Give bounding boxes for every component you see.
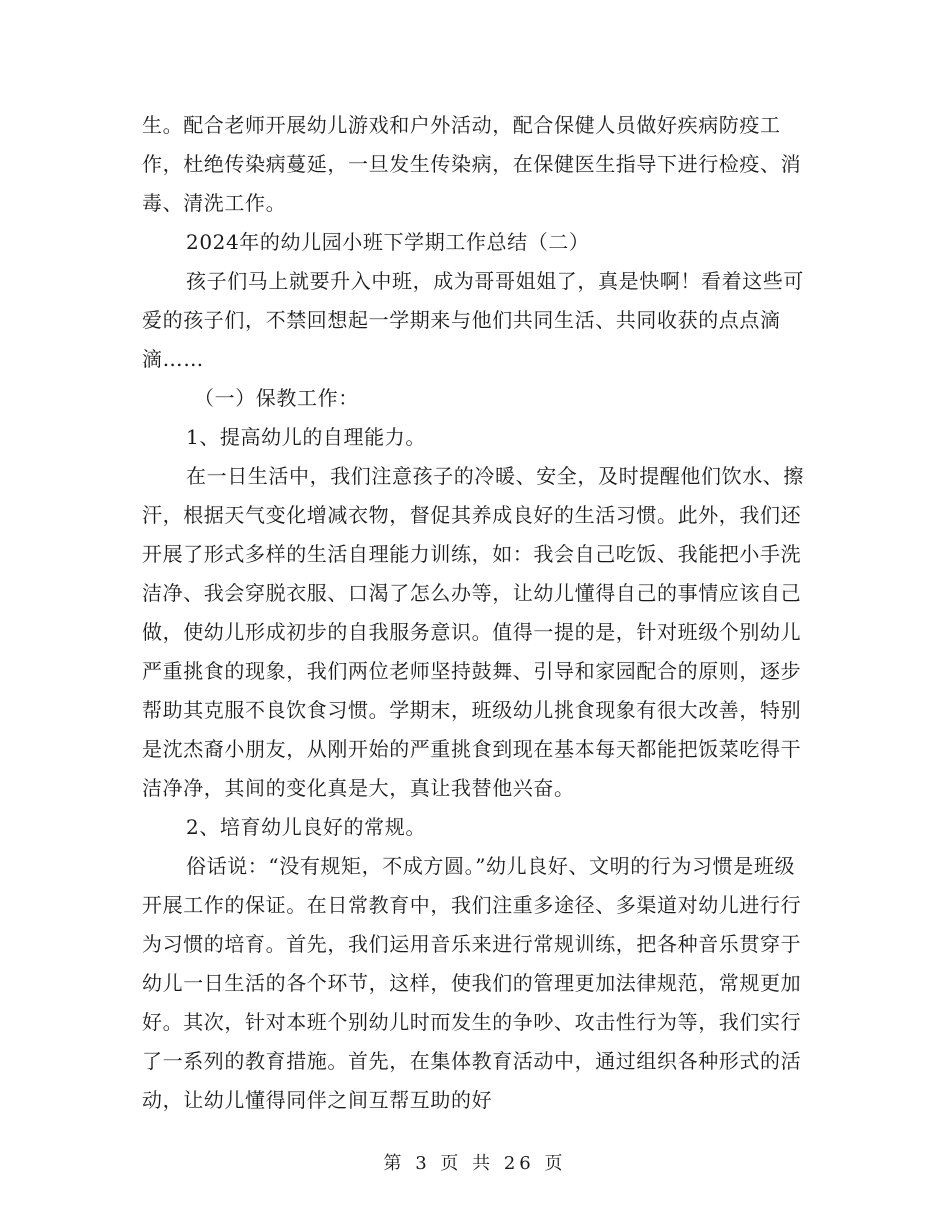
page-number-footer: 第 3 页 共 26 页: [383, 1153, 567, 1174]
subheading-self-care: 1、提高幼儿的自理能力。: [186, 425, 426, 449]
paragraph-intro: 孩子们马上就要升入中班，成为哥哥姐姐了，真是快啊！看着这些可爱的孩子们，不禁回想起一学期来与他们共同生活、共同收获的点点滴滴……: [142, 269, 804, 371]
document-body: [142, 106, 808, 1120]
paragraph-self-care: 在一日生活中，我们注意孩子的冷暖、安全，及时提醒他们饮水、擦汗，根据天气变化增减衣物，督促其养成良好的生活习惯。此外，我们还开展了形式多样的生活自理能力训练，如：我会自己吃饭、我能把小手洗洁净、我会穿脱衣服、口渴了怎么办等，让幼儿懂得自己的事情应该自己做，使幼儿形成初步的自我服务意识。值得一提的是，针对班级个别幼儿严重挑食的现象，我们两位老师坚持鼓舞、引导和家园配合的原则，逐步帮助其克服不良饮食习惯。学期末，班级幼儿挑食现象有很大改善，特别是沈杰裔小朋友，从刚开始的严重挑食到现在基本每天都能把饭菜吃得干洁净净，其间的变化真是大，真让我替他兴奋。: [142, 464, 804, 800]
paragraph-routine: 俗话说：“没有规矩，不成方圆。”幼儿良好、文明的行为习惯是班级开展工作的保证。在日常教育中，我们注重多途径、多渠道对幼儿进行行为习惯的培育。首先，我们运用音乐来进行常规训练，把各种音乐贯穿于幼儿一日生活的各个环节，这样，使我们的管理更加法律规范，常规更加好。其次，针对本班个别幼儿时而发生的争吵、攻击性行为等，我们实行了一系列的教育措施。首先，在集体教育活动中，通过组织各种形式的活动，让幼儿懂得同伴之间互帮互助的好: [142, 854, 802, 1112]
subheading-routine: 2、培育幼儿良好的常规。: [186, 815, 426, 839]
heading-care-education: （一）保教工作：: [194, 386, 359, 410]
paragraph-1: 生。配合老师开展幼儿游戏和户外活动，配合保健人员做好疾病防疫工作，杜绝传染病蔓延，一旦发生传染病，在保健医生指导下进行检疫、消毒、清洗工作。: [142, 113, 802, 215]
section-title: 2024年的幼儿园小班下学期工作总结（二）: [186, 230, 590, 254]
